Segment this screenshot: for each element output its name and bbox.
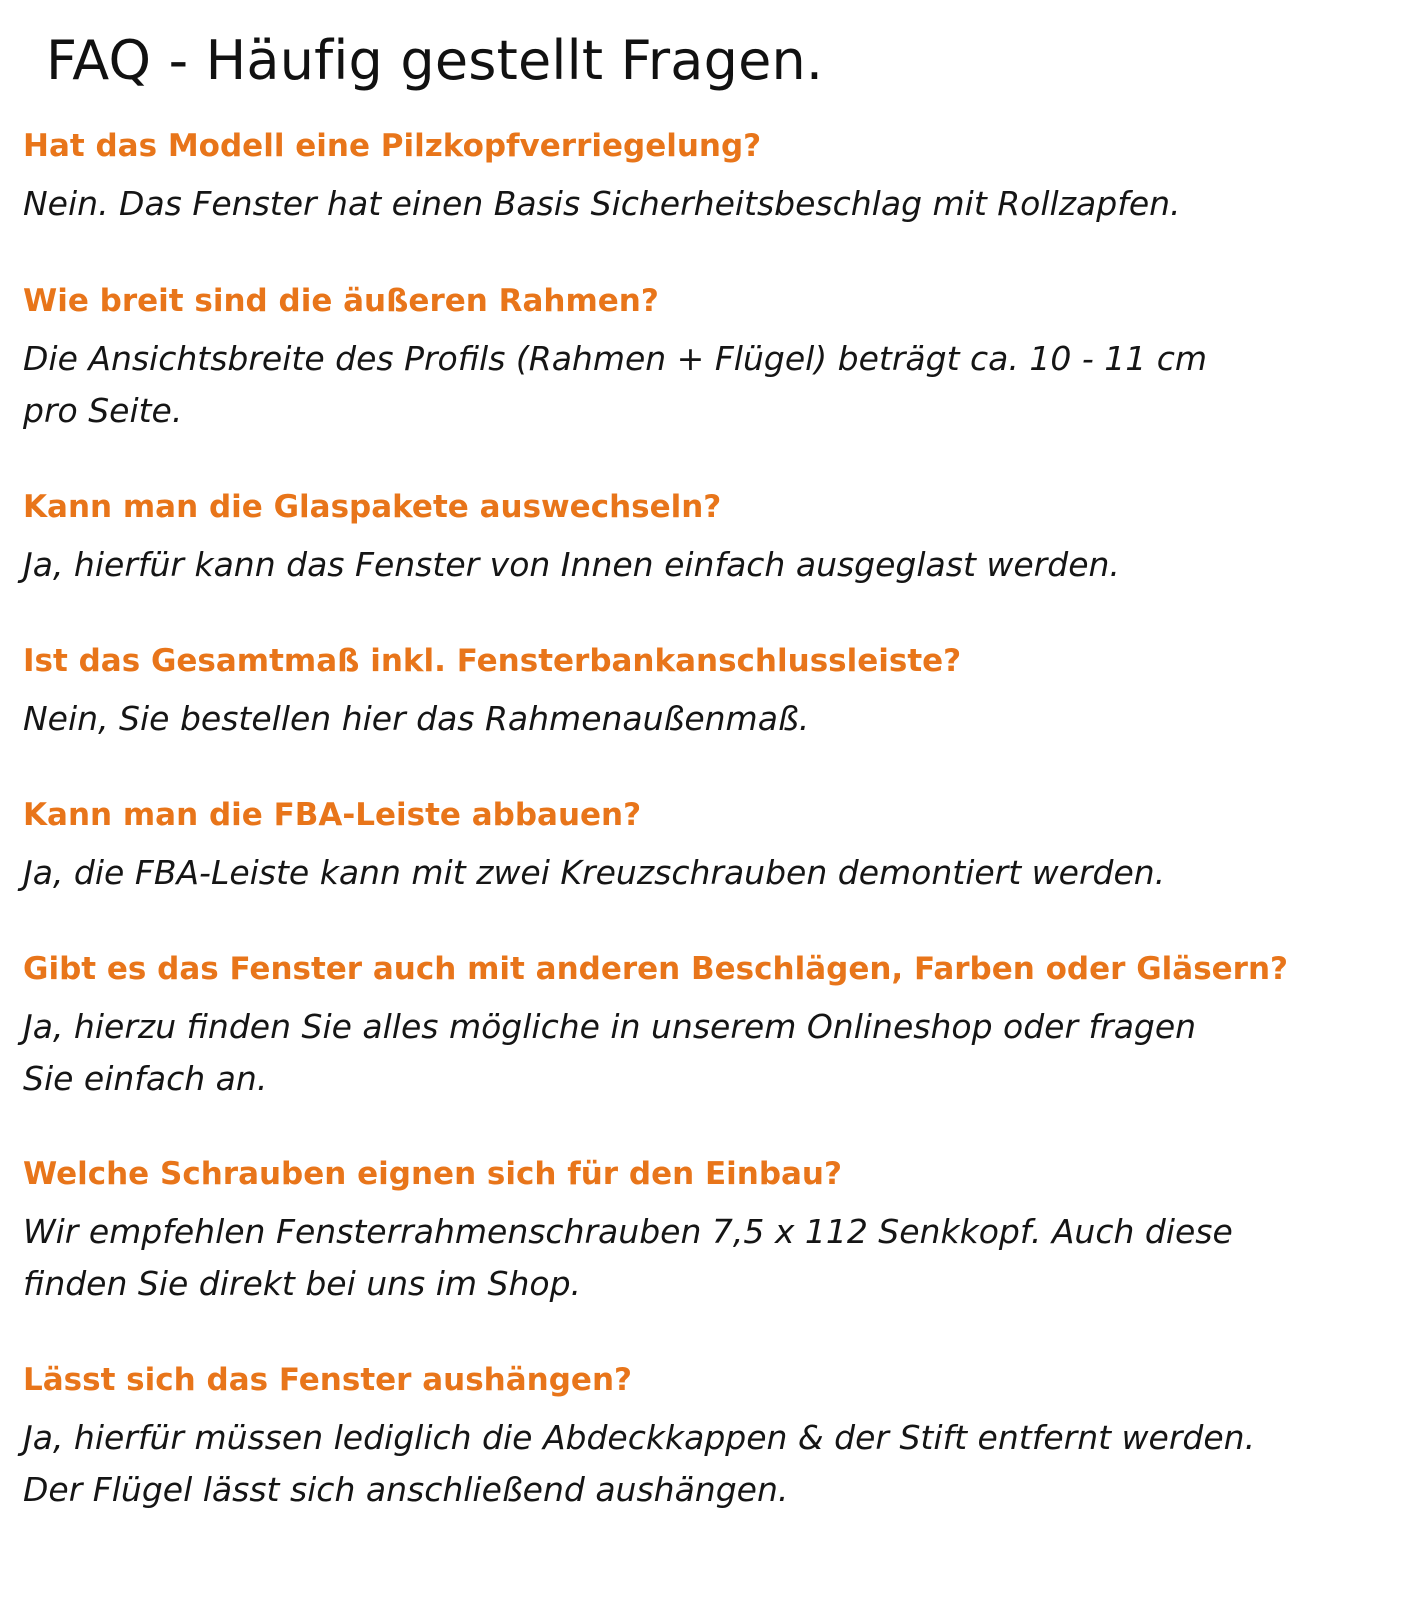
faq-item xyxy=(23,796,1363,899)
faq-answer: Nein. Das Fenster hat einen Basis Sicherheitsbeschlag mit Rollzapfen. xyxy=(23,184,1181,223)
faq-question: Kann man die Glaspakete auswechseln? xyxy=(23,489,722,525)
page-title: FAQ - Häufig gestellt Fragen. xyxy=(46,29,824,92)
faq-item xyxy=(23,1361,1363,1516)
faq-question: Wie breit sind die äußeren Rahmen? xyxy=(23,283,659,319)
faq-answer: Ja, die FBA-Leiste kann mit zwei Kreuzschrauben demontiert werden. xyxy=(23,853,1166,892)
faq-question: Hat das Modell eine Pilzkopfverriegelung? xyxy=(23,128,762,164)
faq-question: Kann man die FBA-Leiste abbauen? xyxy=(23,797,642,833)
faq-item xyxy=(23,642,1363,745)
faq-question: Gibt es das Fenster auch mit anderen Beschlägen, Farben oder Gläsern? xyxy=(23,951,1289,987)
faq-question: Lässt sich das Fenster aushängen? xyxy=(23,1362,633,1398)
faq-item xyxy=(23,1155,1363,1310)
faq-question: Welche Schrauben eignen sich für den Einbau? xyxy=(23,1156,842,1192)
faq-item xyxy=(23,127,1363,230)
faq-answer: Ja, hierzu finden Sie alles mögliche in unserem Onlineshop oder fragen Sie einfach an. xyxy=(23,1007,1197,1098)
faq-answer: Nein, Sie bestellen hier das Rahmenaußenmaß. xyxy=(23,699,810,738)
faq-question: Ist das Gesamtmaß inkl. Fensterbankanschlussleiste? xyxy=(23,643,962,679)
faq-item xyxy=(23,282,1363,437)
faq-answer: Die Ansichtsbreite des Profils (Rahmen + Flügel) beträgt ca. 10 - 11 cm pro Seite. xyxy=(23,339,1208,430)
faq-answer: Wir empfehlen Fensterrahmenschrauben 7,5 x 112 Senkkopf. Auch diese finden Sie direkt bei uns im Shop. xyxy=(23,1212,1233,1303)
faq-answer: Ja, hierfür kann das Fenster von Innen einfach ausgeglast werden. xyxy=(23,545,1120,584)
faq-item xyxy=(23,488,1363,591)
faq-answer: Ja, hierfür müssen lediglich die Abdeckkappen & der Stift entfernt werden. Der Flügel lässt sich anschließend aushängen. xyxy=(23,1418,1256,1509)
faq-item xyxy=(23,950,1363,1105)
